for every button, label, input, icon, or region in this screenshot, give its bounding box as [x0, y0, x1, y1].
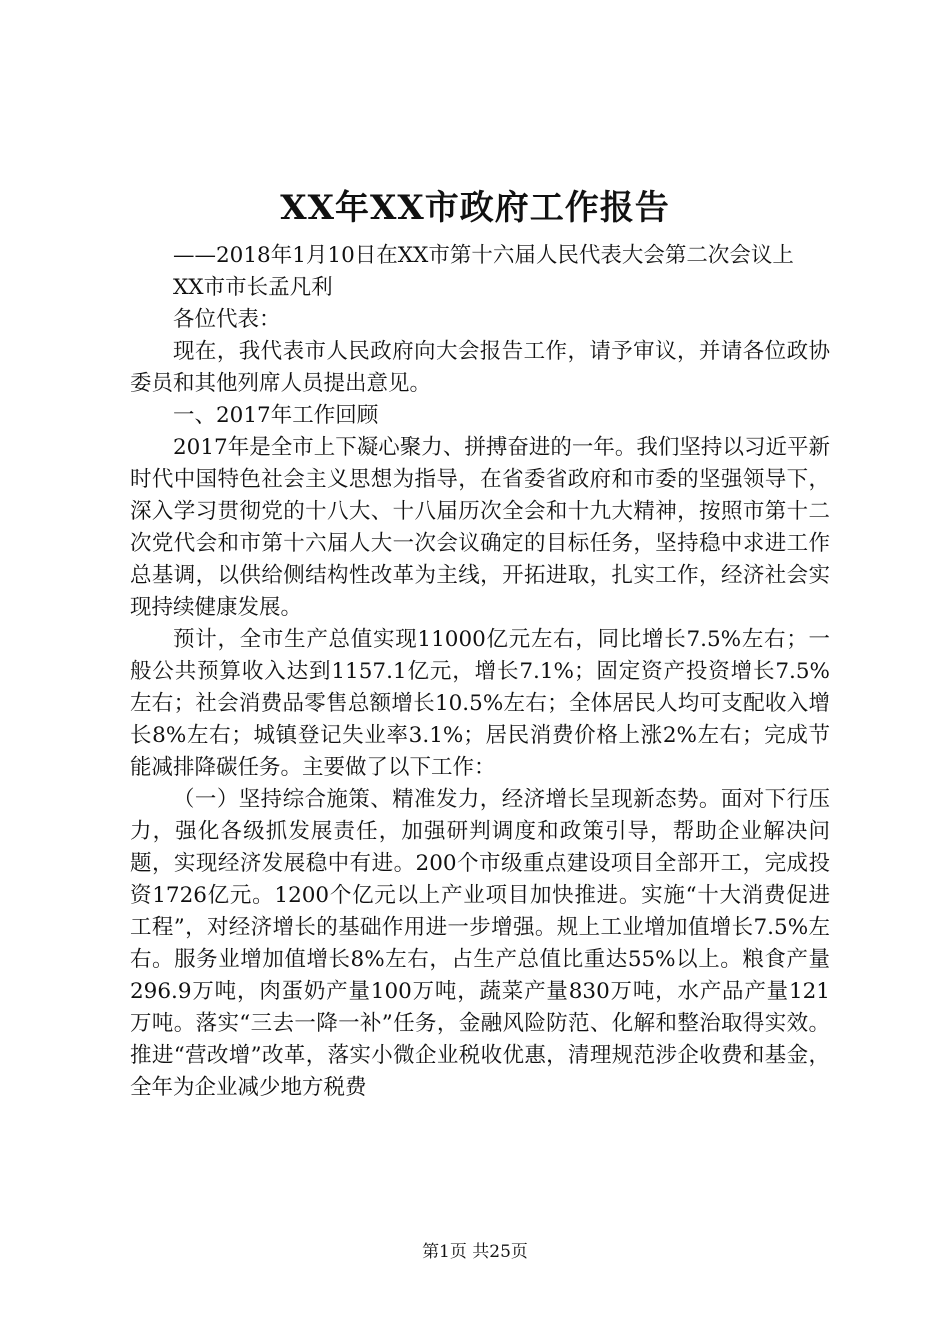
statistics-paragraph: 预计，全市生产总值实现11000亿元左右，同比增长7.5%左右；一般公共预算收入达到1157.1亿元，增长7.1%；固定资产投资增长7.5%左右；社会消费品零售总额增长10.5%左右；全体居民人均可支配收入增长8%左右；城镇登记失业率3.1%；居民消费价格上涨2%左右；完成节能减排降碳任务。主要做了以下工作：: [130, 627, 830, 780]
review-paragraph: 2017年是全市上下凝心聚力、拼搏奋进的一年。我们坚持以习近平新时代中国特色社会主义思想为指导，在省委省政府和市委的坚强领导下，深入学习贯彻党的十八大、十八届历次全会和十九大精神，按照市第十二次党代会和市第十六届人大一次会议确定的目标任务，坚持稳中求进工作总基调，以供给侧结构性改革为主线，开拓进取，扎实工作，经济社会实现持续健康发展。: [130, 435, 830, 620]
intro-paragraph: 现在，我代表市人民政府向大会报告工作，请予审议，并请各位政协委员和其他列席人员提出意见。: [130, 339, 830, 396]
subtitle-paragraph: ——2018年1月10日在XX市第十六届人民代表大会第二次会议上: [173, 243, 794, 268]
salutation: 各位代表：: [173, 307, 281, 332]
economy-paragraph: （一）坚持综合施策、精准发力，经济增长呈现新态势。面对下行压力，强化各级抓发展责任，加强研判调度和政策引导，帮助企业解决问题，实现经济发展稳中有进。200个市级重点建设项目全部开工，完成投资1726亿元。1200个亿元以上产业项目加快推进。实施“十大消费促进工程”，对经济增长的基础作用进一步增强。规上工业增加值增长7.5%左右。服务业增加值增长8%左右，占生产总值比重达55%以上。粮食产量296.9万吨，肉蛋奶产量100万吨，蔬菜产量830万吨，水产品产量121万吨。落实“三去一降一补”任务，金融风险防范、化解和整治取得实效。推进“营改增”改革，落实小微企业税收优惠，清理规范涉企收费和基金，全年为企业减少地方税费: [130, 787, 830, 1100]
author-line: XX市市长孟凡利: [173, 275, 333, 300]
document-title: XX年XX市政府工作报告: [280, 188, 670, 228]
page-footer: 第1页 共25页: [422, 1242, 528, 1262]
document-body: [130, 240, 830, 1104]
section-heading: 一、2017年工作回顾: [173, 403, 379, 428]
